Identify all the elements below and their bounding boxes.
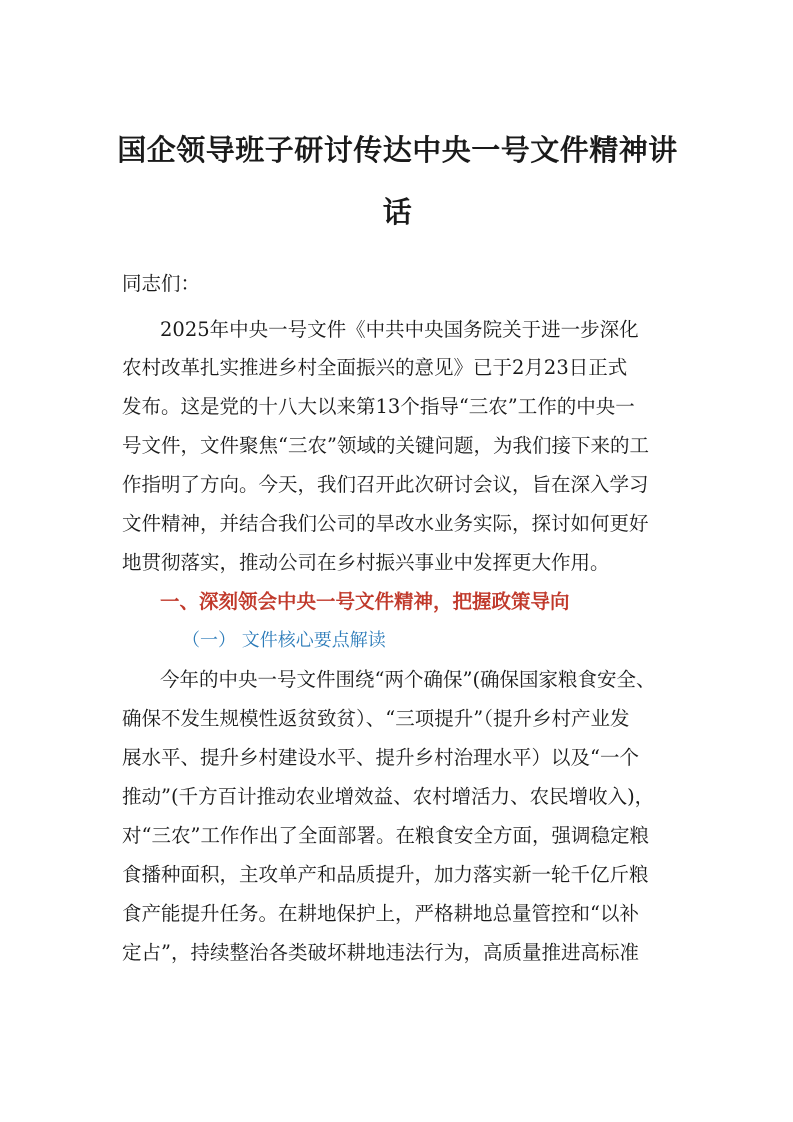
intro-line: 发布。这是党的十八大以来第13个指导“三农”工作的中央一 (122, 395, 635, 418)
document-title-line-2: 话 (382, 195, 413, 229)
body-line: 对“三农”工作作出了全面部署。在粮食安全方面，强调稳定粮 (122, 824, 649, 847)
body-line: 定占”，持续整治各类破坏耕地违法行为，高质量推进高标准 (122, 941, 639, 964)
section-heading-1: 一、深刻领会中央一号文件精神，把握政策导向 (160, 590, 570, 613)
body-line: 展水平、提升乡村建设水平、提升乡村治理水平）以及“一个 (122, 746, 639, 769)
intro-line: 号文件，文件聚焦“三农”领域的关键问题，为我们接下来的工 (122, 434, 649, 457)
intro-line: 农村改革扎实推进乡村全面振兴的意见》已于2月23日正式 (122, 356, 628, 379)
intro-line: 地贯彻落实，推动公司在乡村振兴事业中发挥更大作用。 (122, 551, 610, 574)
document-title-line-1: 国企领导班子研讨传达中央一号文件精神讲 (117, 133, 678, 167)
body-line: 食产能提升任务。在耕地保护上，严格耕地总量管控和“以补 (122, 902, 639, 925)
body-line: 今年的中央一号文件围绕“两个确保”(确保国家粮食安全、 (160, 668, 656, 691)
body-line: 确保不发生规模性返贫致贫）、“三项提升”（提升乡村产业发 (122, 707, 630, 730)
subsection-heading-1: （一） 文件核心要点解读 (182, 630, 386, 651)
body-line: 推动”(千方百计推动农业增效益、农村增活力、农民增收入)， (122, 785, 655, 808)
intro-line: 文件精神，并结合我们公司的旱改水业务实际，探讨如何更好 (122, 512, 649, 535)
salutation: 同志们： (122, 272, 201, 295)
body-line: 食播种面积，主攻单产和品质提升，加力落实新一轮千亿斤粮 (122, 863, 649, 886)
intro-line: 2025年中央一号文件《中共中央国务院关于进一步深化 (160, 318, 639, 341)
intro-line: 作指明了方向。今天，我们召开此次研讨会议，旨在深入学习 (122, 473, 649, 496)
